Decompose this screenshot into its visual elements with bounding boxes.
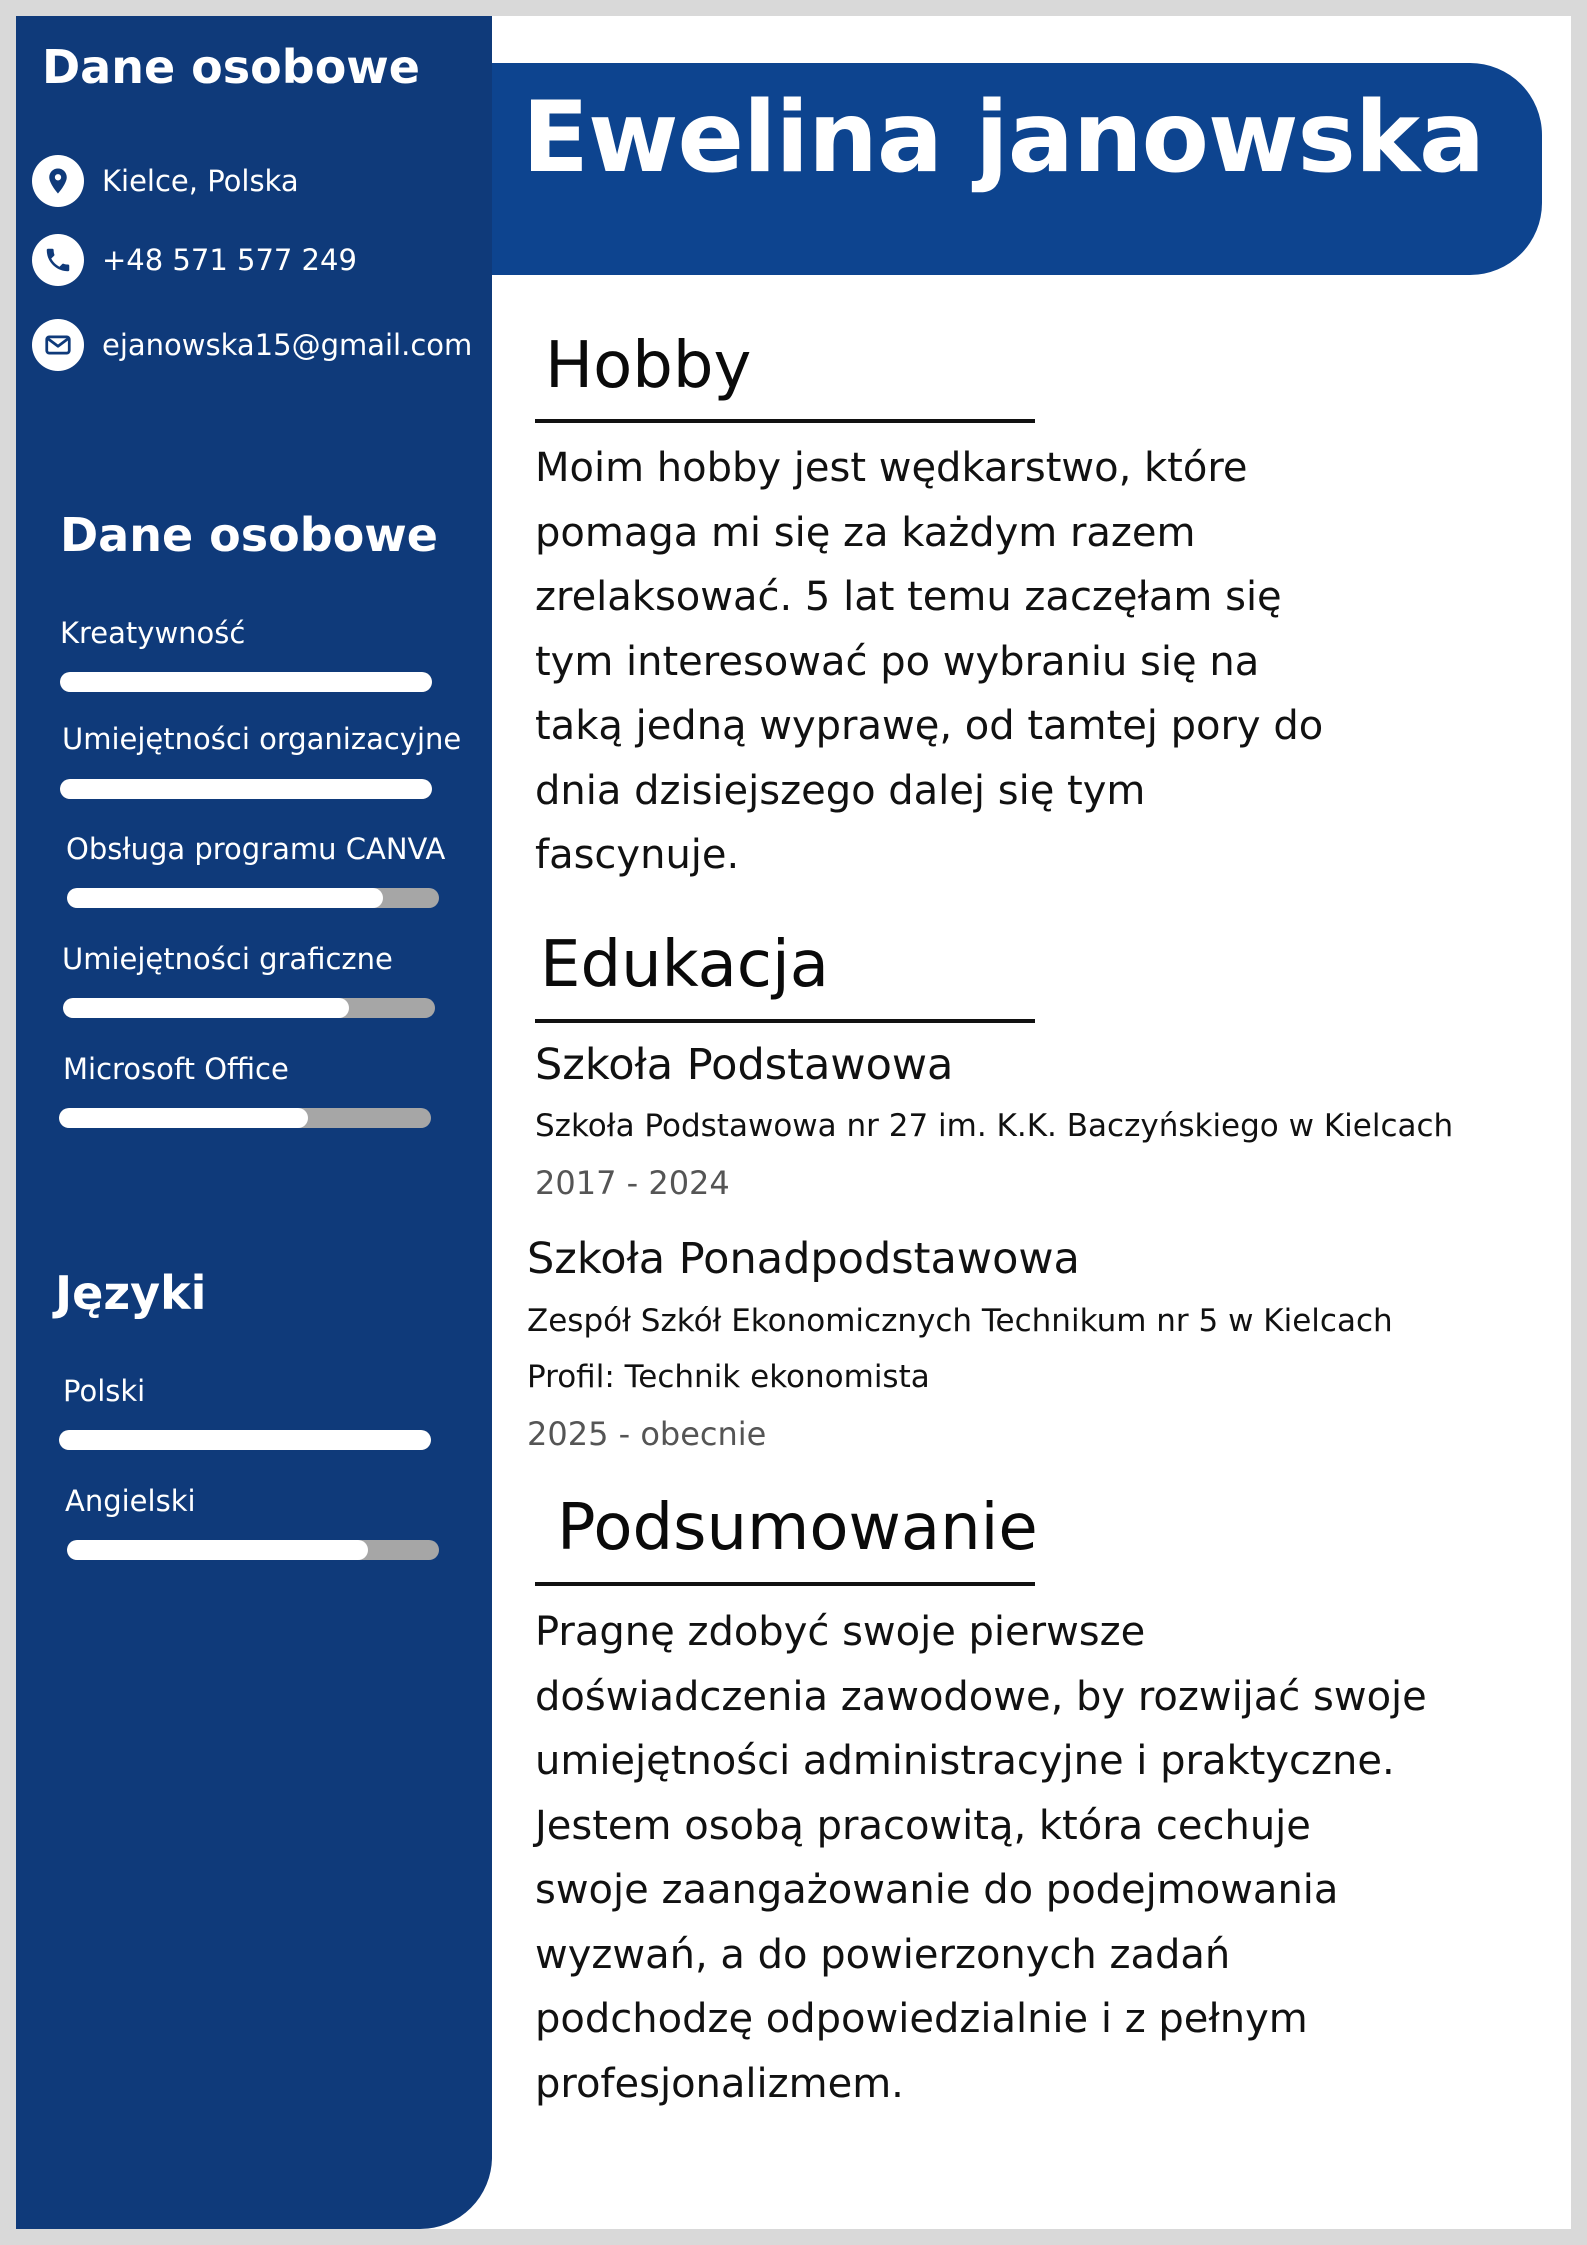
candidate-name: Ewelina janowska: [522, 81, 1485, 195]
summary-line: umiejętności administracyjne i praktyczne.: [535, 1738, 1395, 1784]
education-school: Zespół Szkół Ekonomicznych Technikum nr 5 w Kielcach: [527, 1303, 1393, 1339]
summary-line: Jestem osobą pracowitą, która cechuje: [535, 1802, 1311, 1849]
education-title: Szkoła Ponadpodstawowa: [527, 1234, 1080, 1284]
summary-text: [535, 1600, 1427, 2116]
summary-line: swoje zaangażowanie do podejmowania: [535, 1867, 1339, 1913]
language-bar: [67, 1540, 439, 1560]
skill-bar-fill: [59, 1108, 308, 1128]
skill-label: Microsoft Office: [63, 1052, 289, 1086]
hobby-text: [535, 436, 1323, 888]
hobby-line: Moim hobby jest wędkarstwo, które: [535, 445, 1248, 491]
contact-heading: Dane osobowe: [42, 40, 420, 94]
skill-label: Kreatywność: [60, 616, 246, 650]
education-divider: [535, 1019, 1035, 1023]
hobby-heading: Hobby: [545, 329, 752, 403]
summary-heading: Podsumowanie: [557, 1491, 1038, 1565]
location-text: Kielce, Polska: [102, 164, 299, 198]
hobby-divider: [535, 419, 1035, 423]
hobby-line: dnia dzisiejszego dalej się tym: [535, 767, 1146, 814]
skill-bar: [63, 998, 435, 1018]
resume-page: [16, 16, 1571, 2229]
envelope-icon: [32, 319, 84, 371]
skill-bar: [59, 1108, 431, 1128]
skill-bar-fill: [60, 672, 432, 692]
name-banner: [492, 63, 1542, 275]
language-label: Angielski: [65, 1484, 196, 1518]
skill-label: Umiejętności graficzne: [62, 942, 393, 976]
skills-heading: Dane osobowe: [60, 508, 438, 562]
skill-bar-fill: [67, 888, 383, 908]
sidebar: [16, 16, 492, 2229]
summary-line: podchodzę odpowiedzialnie i z pełnym: [535, 1996, 1308, 2042]
language-bar: [59, 1430, 431, 1450]
skill-bar-fill: [63, 998, 349, 1018]
hobby-line: tym interesować po wybraniu się na: [535, 638, 1260, 685]
skill-bar: [67, 888, 439, 908]
summary-divider: [535, 1582, 1035, 1586]
language-bar-fill: [59, 1430, 431, 1450]
education-years: 2017 - 2024: [535, 1164, 730, 1202]
summary-line: wyzwań, a do powierzonych zadań: [535, 1931, 1231, 1978]
skill-bar: [60, 779, 432, 799]
phone-icon: [32, 234, 84, 286]
summary-line: profesjonalizmem.: [535, 2060, 904, 2107]
education-profile: Profil: Technik ekonomista: [527, 1359, 930, 1395]
education-title: Szkoła Podstawowa: [535, 1040, 954, 1090]
hobby-line: zrelaksować. 5 lat temu zaczęłam się: [535, 574, 1282, 620]
skill-bar: [60, 672, 432, 692]
hobby-line: taką jedną wyprawę, od tamtej pory do: [535, 703, 1324, 749]
contact-email: [32, 317, 472, 373]
education-school: Szkoła Podstawowa nr 27 im. K.K. Baczyńskiego w Kielcach: [535, 1108, 1454, 1144]
education-years: 2025 - obecnie: [527, 1415, 767, 1453]
contact-location: [32, 153, 299, 209]
summary-line: Pragnę zdobyć swoje pierwsze: [535, 1609, 1146, 1655]
map-pin-icon: [32, 155, 84, 207]
education-heading: Edukacja: [540, 928, 829, 1002]
languages-heading: Języki: [55, 1266, 207, 1320]
hobby-line: pomaga mi się za każdym razem: [535, 509, 1196, 556]
hobby-line: fascynuje.: [535, 832, 740, 878]
phone-text: +48 571 577 249: [102, 243, 357, 277]
language-bar-fill: [67, 1540, 368, 1560]
skill-label: Obsługa programu CANVA: [66, 832, 446, 866]
contact-phone: [32, 232, 357, 288]
skill-bar-fill: [60, 779, 432, 799]
skill-label: Umiejętności organizacyjne: [62, 722, 462, 756]
email-text: ejanowska15@gmail.com: [102, 328, 473, 362]
summary-line: doświadczenia zawodowe, by rozwijać swoje: [535, 1673, 1427, 1720]
language-label: Polski: [63, 1374, 146, 1408]
